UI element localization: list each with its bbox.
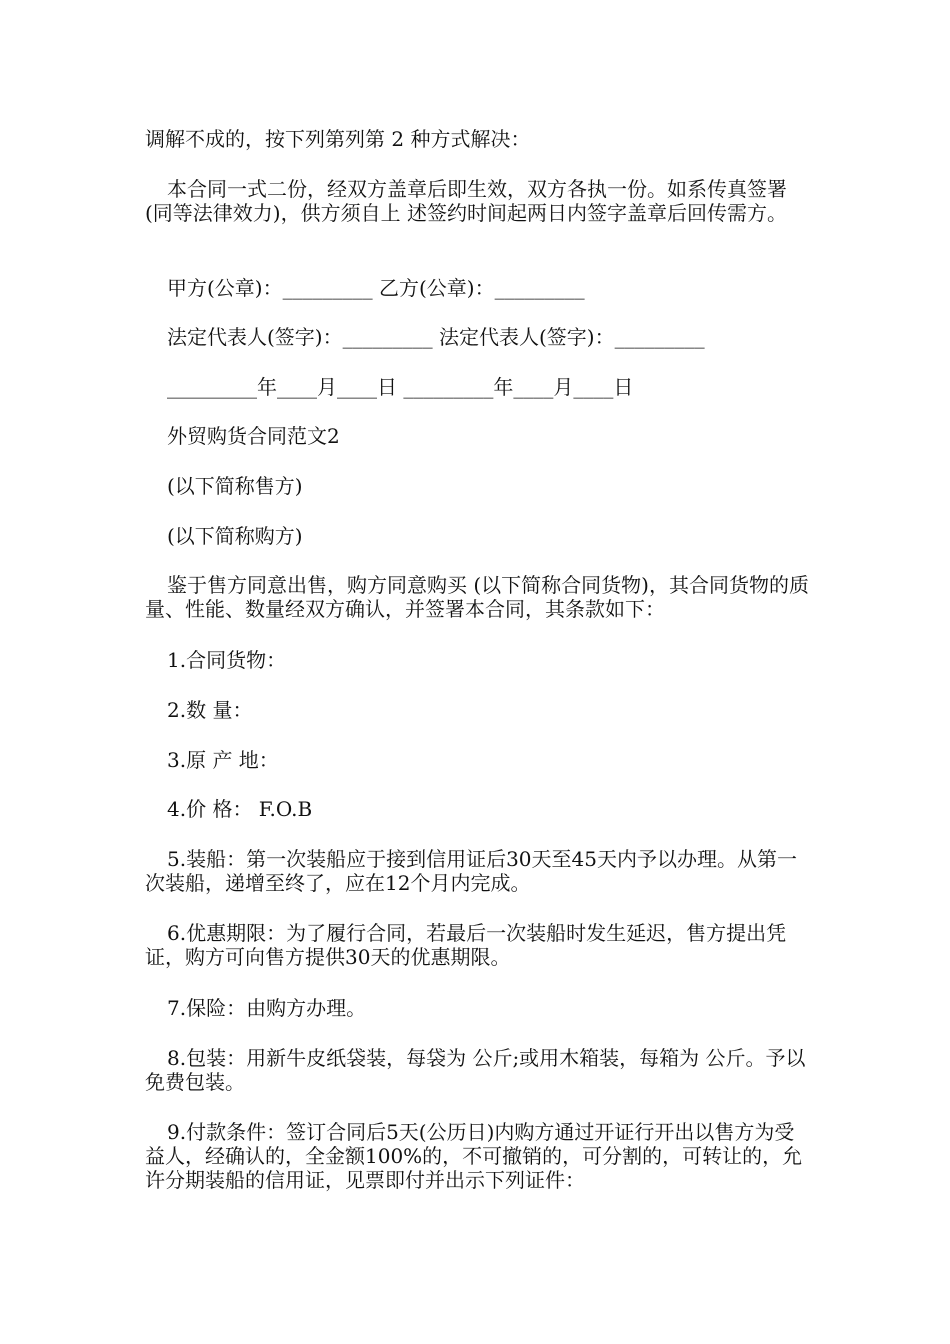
preamble-paragraph: 鉴于售方同意出售，购方同意购买 (以下简称合同货物)，其合同货物的质量、性能、数量经双方确认，并签署本合同，其条款如下： <box>145 573 809 621</box>
legal-representative-line: 法定代表人(签字)：_________ 法定代表人(签字)：_________ <box>167 325 705 349</box>
clause-grace-period: 6.优惠期限：为了履行合同，若最后一次装船时发生延迟，售方提出凭证，购方可向售方提供30天的优惠期限。 <box>145 921 787 969</box>
buyer-note: (以下简称购方) <box>167 524 303 548</box>
date-line: _________年____月____日 _________年____月____日 <box>167 375 634 399</box>
clause-price: 4.价 格： F.O.B <box>167 797 313 821</box>
clause-insurance: 7.保险：由购方办理。 <box>167 996 367 1020</box>
clause-packing: 8.包装：用新牛皮纸袋装，每袋为 公斤;或用木箱装，每箱为 公斤。予以免费包装。 <box>145 1046 806 1094</box>
seller-note: (以下简称售方) <box>167 474 303 498</box>
party-seal-line: 甲方(公章)：_________ 乙方(公章)：_________ <box>167 276 585 300</box>
section-title: 外贸购货合同范文2 <box>167 424 340 448</box>
clause-origin: 3.原 产 地： <box>167 748 279 772</box>
copies-effectiveness-paragraph: 本合同一式二份，经双方盖章后即生效，双方各执一份。如系传真签署(同等法律效力)，供方须自上 述签约时间起两日内签字盖章后回传需方。 <box>145 177 787 225</box>
clause-payment: 9.付款条件：签订合同后5天(公历日)内购方通过开证行开出以售方为受益人，经确认的，全金额100%的，不可撤销的，可分割的，可转让的，允许分期装船的信用证，见票即付并出示下列证件： <box>145 1120 803 1192</box>
dispute-resolution-paragraph: 调解不成的，按下列第列第 2 种方式解决： <box>145 127 531 151</box>
clause-shipment: 5.装船：第一次装船应于接到信用证后30天至45天内予以办理。从第一次装船，递增至终了，应在12个月内完成。 <box>145 847 797 895</box>
clause-quantity: 2.数 量： <box>167 698 253 722</box>
clause-goods: 1.合同货物： <box>167 648 287 672</box>
